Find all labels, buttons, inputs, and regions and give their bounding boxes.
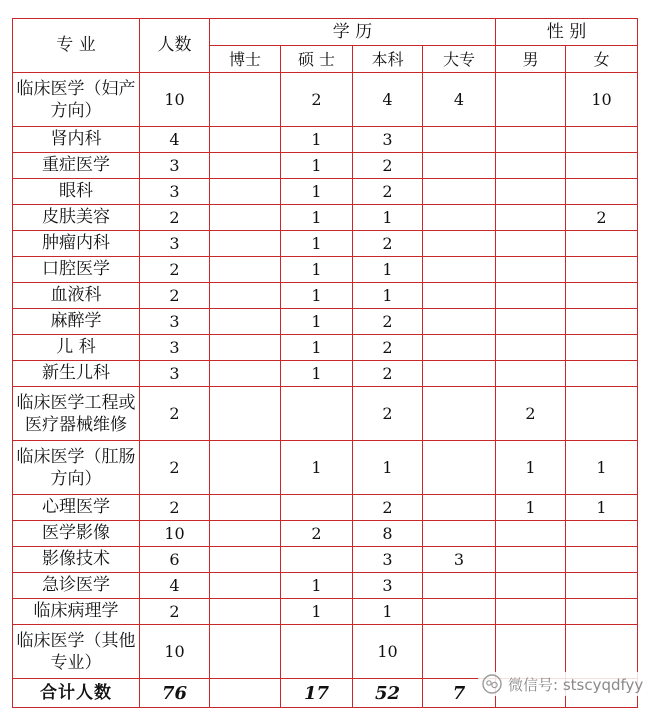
cell-phd (210, 257, 281, 283)
header-specialty: 专 业 (13, 19, 140, 73)
table-row (13, 335, 638, 361)
cell-female (566, 387, 638, 441)
cell-bachelor: 10 (353, 625, 423, 679)
cell-female (566, 127, 638, 153)
table-row (13, 441, 638, 495)
cell-female (566, 361, 638, 387)
cell-count: 2 (140, 205, 210, 231)
watermark (478, 672, 647, 696)
cell-college (423, 599, 496, 625)
cell-master: 1 (281, 283, 353, 309)
cell-female: 1 (566, 495, 638, 521)
cell-college (423, 127, 496, 153)
cell-bachelor: 1 (353, 257, 423, 283)
cell-spec: 肿瘤内科 (13, 231, 140, 257)
cell-male (496, 73, 566, 127)
cell-phd (210, 335, 281, 361)
cell-master: 2 (281, 73, 353, 127)
table-row (13, 625, 638, 679)
cell-count: 2 (140, 257, 210, 283)
cell-male (496, 309, 566, 335)
cell-spec: 心理医学 (13, 495, 140, 521)
cell-phd (210, 521, 281, 547)
watermark-text: 微信号: stscyqdfyy (508, 675, 644, 694)
table-row (13, 205, 638, 231)
cell-male (496, 153, 566, 179)
cell-male (496, 257, 566, 283)
cell-male (496, 599, 566, 625)
total-master: 17 (281, 679, 353, 708)
cell-spec: 临床医学（妇产方向） (13, 73, 140, 127)
cell-male (496, 547, 566, 573)
cell-male (496, 283, 566, 309)
cell-female (566, 547, 638, 573)
table-row (13, 361, 638, 387)
cell-bachelor: 2 (353, 153, 423, 179)
cell-phd (210, 127, 281, 153)
cell-master: 1 (281, 231, 353, 257)
cell-college (423, 205, 496, 231)
cell-phd (210, 495, 281, 521)
cell-master: 1 (281, 441, 353, 495)
cell-female: 1 (566, 441, 638, 495)
cell-phd (210, 205, 281, 231)
cell-college (423, 361, 496, 387)
cell-phd (210, 599, 281, 625)
cell-female: 10 (566, 73, 638, 127)
total-count: 76 (140, 679, 210, 708)
cell-female (566, 179, 638, 205)
cell-male (496, 625, 566, 679)
cell-master (281, 387, 353, 441)
cell-college (423, 335, 496, 361)
wechat-icon (482, 674, 502, 694)
header-gender: 性 别 (496, 19, 638, 46)
cell-bachelor: 2 (353, 179, 423, 205)
cell-master: 1 (281, 257, 353, 283)
cell-college (423, 179, 496, 205)
table-row (13, 153, 638, 179)
cell-spec: 影像技术 (13, 547, 140, 573)
cell-count: 4 (140, 127, 210, 153)
cell-spec: 血液科 (13, 283, 140, 309)
cell-phd (210, 361, 281, 387)
cell-phd (210, 573, 281, 599)
header-count: 人数 (140, 19, 210, 73)
cell-master: 1 (281, 309, 353, 335)
header-education: 学 历 (210, 19, 496, 46)
cell-bachelor: 2 (353, 231, 423, 257)
cell-spec: 临床医学工程或医疗器械维修 (13, 387, 140, 441)
cell-spec: 临床病理学 (13, 599, 140, 625)
table-row (13, 127, 638, 153)
cell-spec: 肾内科 (13, 127, 140, 153)
cell-spec: 麻醉学 (13, 309, 140, 335)
cell-spec: 口腔医学 (13, 257, 140, 283)
cell-college (423, 521, 496, 547)
table-row (13, 521, 638, 547)
cell-count: 10 (140, 73, 210, 127)
cell-female (566, 625, 638, 679)
cell-bachelor: 8 (353, 521, 423, 547)
cell-male: 1 (496, 441, 566, 495)
cell-bachelor: 3 (353, 547, 423, 573)
cell-count: 2 (140, 599, 210, 625)
cell-bachelor: 2 (353, 361, 423, 387)
cell-male (496, 335, 566, 361)
cell-male: 1 (496, 495, 566, 521)
cell-phd (210, 283, 281, 309)
cell-male (496, 205, 566, 231)
cell-count: 10 (140, 625, 210, 679)
cell-college (423, 257, 496, 283)
cell-master: 1 (281, 127, 353, 153)
cell-college (423, 309, 496, 335)
cell-spec: 医学影像 (13, 521, 140, 547)
total-bachelor: 52 (353, 679, 423, 708)
cell-spec: 新生儿科 (13, 361, 140, 387)
cell-college (423, 153, 496, 179)
header-male: 男 (496, 46, 566, 73)
cell-female (566, 573, 638, 599)
header-bachelor: 本科 (353, 46, 423, 73)
header-college: 大专 (423, 46, 496, 73)
table-row (13, 495, 638, 521)
cell-count: 3 (140, 361, 210, 387)
cell-count: 3 (140, 179, 210, 205)
cell-male (496, 521, 566, 547)
cell-bachelor: 1 (353, 441, 423, 495)
cell-spec: 重症医学 (13, 153, 140, 179)
cell-spec: 眼科 (13, 179, 140, 205)
cell-college (423, 441, 496, 495)
header-master: 硕 士 (281, 46, 353, 73)
cell-count: 3 (140, 309, 210, 335)
cell-master (281, 495, 353, 521)
cell-bachelor: 2 (353, 387, 423, 441)
cell-female (566, 231, 638, 257)
cell-count: 6 (140, 547, 210, 573)
cell-master: 1 (281, 599, 353, 625)
header-phd: 博士 (210, 46, 281, 73)
staffing-table (12, 18, 638, 708)
cell-master: 1 (281, 153, 353, 179)
cell-phd (210, 547, 281, 573)
cell-phd (210, 625, 281, 679)
cell-bachelor: 1 (353, 283, 423, 309)
cell-spec: 皮肤美容 (13, 205, 140, 231)
cell-male (496, 573, 566, 599)
table-row (13, 283, 638, 309)
cell-spec: 临床医学（肛肠方向） (13, 441, 140, 495)
cell-male (496, 361, 566, 387)
table-row (13, 179, 638, 205)
cell-count: 4 (140, 573, 210, 599)
cell-college: 4 (423, 73, 496, 127)
cell-college (423, 573, 496, 599)
table-row (13, 599, 638, 625)
cell-master: 2 (281, 521, 353, 547)
cell-female (566, 521, 638, 547)
cell-count: 10 (140, 521, 210, 547)
cell-bachelor: 2 (353, 309, 423, 335)
cell-college (423, 625, 496, 679)
cell-master: 1 (281, 179, 353, 205)
cell-phd (210, 387, 281, 441)
cell-master: 1 (281, 335, 353, 361)
cell-bachelor: 3 (353, 573, 423, 599)
cell-phd (210, 441, 281, 495)
cell-female (566, 335, 638, 361)
cell-master: 1 (281, 205, 353, 231)
total-college: 7 (423, 679, 496, 708)
cell-college (423, 495, 496, 521)
cell-college: 3 (423, 547, 496, 573)
cell-master (281, 625, 353, 679)
cell-college (423, 231, 496, 257)
cell-spec: 临床医学（其他专业） (13, 625, 140, 679)
cell-master: 1 (281, 361, 353, 387)
table-row (13, 309, 638, 335)
cell-bachelor: 3 (353, 127, 423, 153)
cell-female (566, 283, 638, 309)
cell-phd (210, 231, 281, 257)
table-row (13, 547, 638, 573)
cell-male (496, 231, 566, 257)
cell-phd (210, 153, 281, 179)
cell-female: 2 (566, 205, 638, 231)
cell-female (566, 153, 638, 179)
cell-count: 2 (140, 495, 210, 521)
cell-male: 2 (496, 387, 566, 441)
cell-count: 3 (140, 153, 210, 179)
cell-phd (210, 179, 281, 205)
total-phd (210, 679, 281, 708)
total-spec: 合计人数 (13, 679, 140, 708)
cell-bachelor: 1 (353, 599, 423, 625)
cell-bachelor: 2 (353, 495, 423, 521)
cell-count: 2 (140, 441, 210, 495)
cell-bachelor: 4 (353, 73, 423, 127)
cell-count: 2 (140, 283, 210, 309)
table-row (13, 387, 638, 441)
cell-male (496, 179, 566, 205)
cell-college (423, 283, 496, 309)
cell-spec: 急诊医学 (13, 573, 140, 599)
cell-female (566, 257, 638, 283)
table-row (13, 231, 638, 257)
table-row (13, 257, 638, 283)
table-row (13, 573, 638, 599)
cell-phd (210, 73, 281, 127)
cell-count: 2 (140, 387, 210, 441)
cell-college (423, 387, 496, 441)
cell-bachelor: 1 (353, 205, 423, 231)
cell-count: 3 (140, 231, 210, 257)
cell-master: 1 (281, 573, 353, 599)
cell-spec: 儿 科 (13, 335, 140, 361)
cell-phd (210, 309, 281, 335)
cell-count: 3 (140, 335, 210, 361)
cell-master (281, 547, 353, 573)
header-female: 女 (566, 46, 638, 73)
table-row (13, 73, 638, 127)
cell-female (566, 599, 638, 625)
cell-male (496, 127, 566, 153)
cell-female (566, 309, 638, 335)
cell-bachelor: 2 (353, 335, 423, 361)
